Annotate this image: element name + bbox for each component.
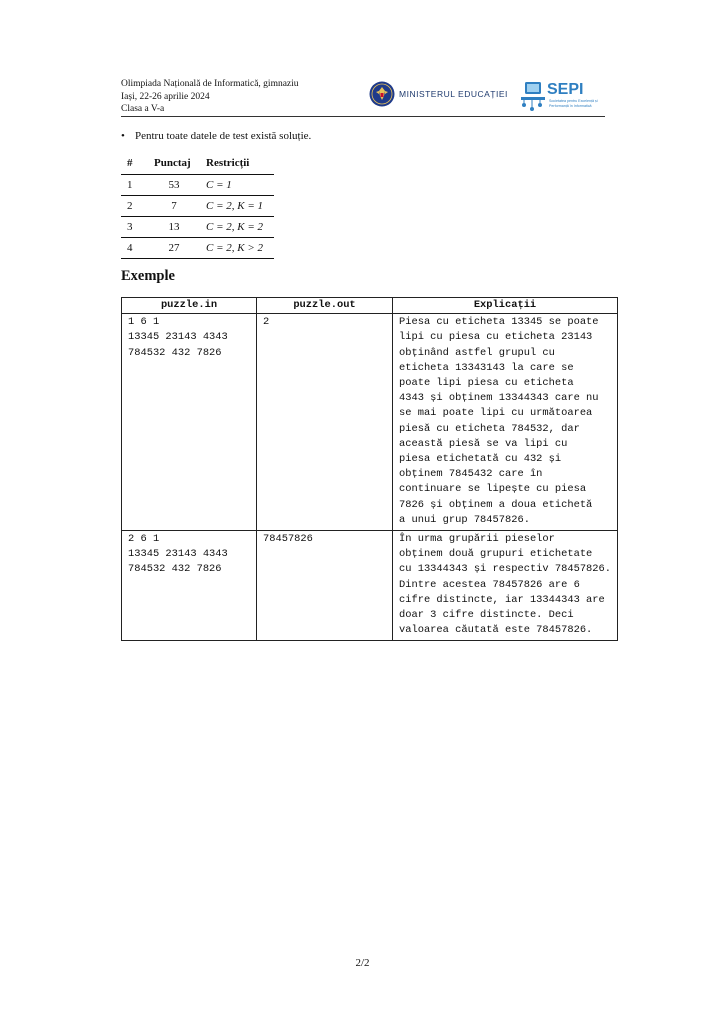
page-header	[121, 78, 605, 117]
example-explanation: Piesa cu eticheta 13345 se poate lipi cu piesa cu eticheta 23143 obținând astfel grupul cu eticheta 13343143 la care se poate lipi piesa cu eticheta 4343 și obținem 13344343 care nu se mai poate lipi cu următoarea piesă cu eticheta 784532, dar această piesă se va lipi cu piesa etichetată cu 432 și obținem 7845432 care în continuare se lipește cu piesa 7826 și obținem a doua etichetă a unui grup 78457826.	[393, 314, 618, 531]
example-output: 2	[257, 314, 393, 531]
test-condition: C = 2, K > 2	[206, 242, 264, 254]
col-output-header: puzzle.out	[257, 298, 393, 314]
header-text	[121, 78, 299, 116]
grade-label: Clasa a V-a	[121, 104, 165, 115]
olympiad-name: Olimpiada Națională de Informatică, gimnaziu	[121, 79, 299, 89]
sepi-logo-icon	[520, 78, 604, 114]
test-score: 7	[171, 200, 177, 212]
restriction-row	[121, 238, 274, 259]
col-score-header: Punctaj	[148, 152, 200, 175]
restriction-row	[121, 196, 274, 217]
restrictions-table	[121, 152, 274, 259]
example-output: 78457826	[257, 531, 393, 641]
constraints-note-text: Pentru toate datele de test există soluție.	[135, 130, 312, 142]
ministry-logo	[369, 81, 508, 107]
sepi-logo	[520, 78, 604, 119]
test-number: 3	[127, 221, 133, 233]
example-input: 2 6 1 13345 23143 4343 784532 432 7826	[122, 531, 257, 641]
test-score: 27	[168, 242, 180, 254]
col-explanation-header: Explicații	[393, 298, 618, 314]
test-condition: C = 1	[206, 179, 232, 191]
restriction-row	[121, 217, 274, 238]
restrictions-header-row	[121, 152, 274, 175]
constraints-note	[121, 130, 311, 142]
ministry-emblem-icon	[369, 81, 395, 107]
example-explanation: În urma grupării pieselor obținem două grupuri etichetate cu 13344343 și respectiv 78457826. Dintre acestea 78457826 are 6 cifre distincte, iar 13344343 are doar 3 cifre distincte. Deci valoarea căutată este 78457826.	[393, 531, 618, 641]
sepi-subtitle-2: Performanță în Informatică	[549, 104, 592, 108]
restriction-row	[121, 175, 274, 196]
test-number: 1	[127, 179, 133, 191]
col-input-header: puzzle.in	[122, 298, 257, 314]
example-input: 1 6 1 13345 23143 4343 784532 432 7826	[122, 314, 257, 531]
page-number: 2/2	[355, 957, 370, 969]
header-divider	[121, 116, 605, 117]
test-score: 13	[168, 221, 180, 233]
test-condition: C = 2, K = 1	[206, 200, 264, 212]
col-restrictions-header: Restricții	[200, 152, 274, 175]
sepi-wordmark: SEPI	[547, 81, 584, 98]
test-score: 53	[168, 179, 180, 191]
ministry-name: MINISTERUL EDUCAȚIEI	[399, 89, 508, 99]
example-row	[122, 531, 618, 641]
examples-title: Exemple	[121, 268, 175, 284]
examples-table	[121, 297, 618, 641]
test-condition: C = 2, K = 2	[206, 221, 264, 233]
sepi-subtitle-1: Societatea pentru Excelență și	[549, 99, 598, 103]
col-number-header: #	[121, 152, 148, 175]
example-row	[122, 314, 618, 531]
examples-header-row	[122, 298, 618, 314]
olympiad-location-date: Iași, 22-26 aprilie 2024	[121, 91, 210, 102]
test-number: 4	[127, 242, 133, 254]
test-number: 2	[127, 200, 133, 212]
bullet-icon: •	[121, 130, 125, 142]
